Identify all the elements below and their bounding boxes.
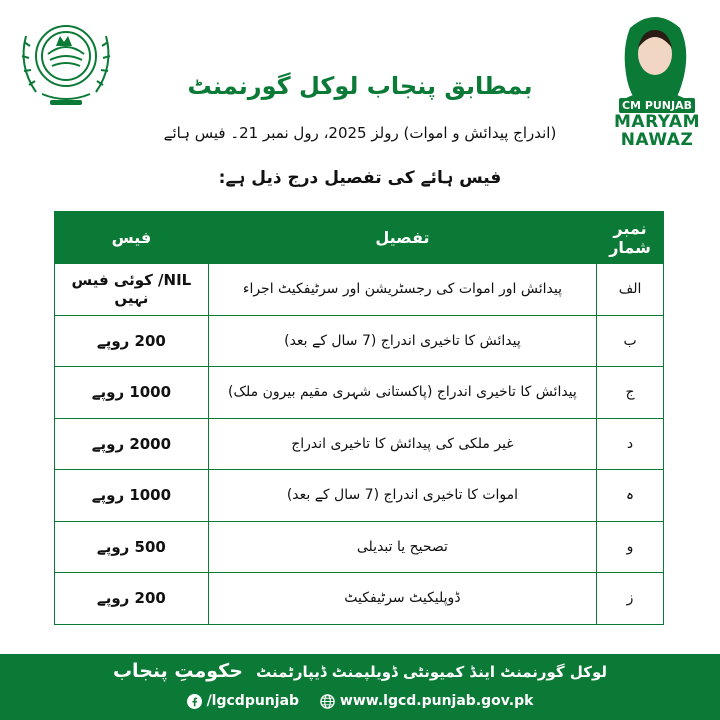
globe-icon [320, 694, 335, 709]
footer-government: حکومتِ پنجاب [112, 660, 243, 682]
row-fee: 200 روپے [55, 573, 209, 625]
row-detail: پیدائش کا تاخیری اندراج (7 سال کے بعد) [208, 315, 596, 367]
row-fee: 1000 روپے [55, 367, 209, 419]
facebook-icon [187, 694, 202, 709]
row-fee: NIL/ کوئی فیس نہیں [55, 264, 209, 316]
table-row [55, 367, 664, 419]
footer-website: www.lgcd.punjab.gov.pk [339, 693, 534, 709]
row-number: و [597, 521, 664, 573]
row-number: ج [597, 367, 664, 419]
row-number: ز [597, 573, 664, 625]
header-fee: فیس [55, 212, 209, 264]
row-number: د [597, 418, 664, 470]
table-row [55, 573, 664, 625]
row-fee: 500 روپے [55, 521, 209, 573]
footer-website-link[interactable] [320, 693, 534, 709]
row-fee: 2000 روپے [55, 418, 209, 470]
table-row [55, 521, 664, 573]
badge-line3: NAWAZ [620, 130, 694, 150]
footer-facebook: /lgcdpunjab [206, 693, 300, 709]
footer-facebook-link[interactable] [187, 693, 299, 709]
footer-department: لوکل گورنمنٹ اینڈ کمیونٹی ڈویلپمنٹ ڈیپارٹمنٹ [256, 663, 608, 681]
table-row [55, 418, 664, 470]
row-fee: 200 روپے [55, 315, 209, 367]
header-number: نمبر شمار [597, 212, 664, 264]
row-number: الف [597, 264, 664, 316]
badge-line2: MARYAM [614, 112, 700, 132]
footer-department-line [0, 660, 720, 682]
table-row [55, 264, 664, 316]
cm-punjab-portrait-badge-icon [600, 8, 710, 178]
row-detail: پیدائش اور اموات کی رجسٹریشن اور سرٹیفکیٹ اجراء [208, 264, 596, 316]
row-detail: غیر ملکی کی پیدائش کا تاخیری اندراج [208, 418, 596, 470]
row-detail: پیدائش کا تاخیری اندراج (پاکستانی شہری مقیم بیرون ملک) [208, 367, 596, 419]
table-header-row [55, 212, 664, 264]
fee-table [54, 211, 664, 625]
badge-line1: CM PUNJAB [619, 98, 695, 113]
footer-bar [0, 654, 720, 720]
intro-text: فیس ہائے کی تفصیل درج ذیل ہے: [218, 168, 502, 188]
punjab-government-emblem-icon [12, 16, 120, 108]
row-detail: تصحیح یا تبدیلی [208, 521, 596, 573]
footer-contact-line [0, 693, 720, 713]
page-title: بمطابق پنجاب لوکل گورنمنٹ [187, 72, 533, 100]
table-row [55, 470, 664, 522]
row-detail: ڈوپلیکیٹ سرٹیفکیٹ [208, 573, 596, 625]
row-number: ب [597, 315, 664, 367]
row-fee: 1000 روپے [55, 470, 209, 522]
header-detail: تفصیل [208, 212, 596, 264]
cm-badge-text [608, 94, 706, 149]
page-subtitle: (اندراج پیدائش و اموات) رولز 2025، رول نمبر 21۔ فیس ہائے [163, 124, 557, 142]
row-number: ہ [597, 470, 664, 522]
row-detail: اموات کا تاخیری اندراج (7 سال کے بعد) [208, 470, 596, 522]
table-row [55, 315, 664, 367]
